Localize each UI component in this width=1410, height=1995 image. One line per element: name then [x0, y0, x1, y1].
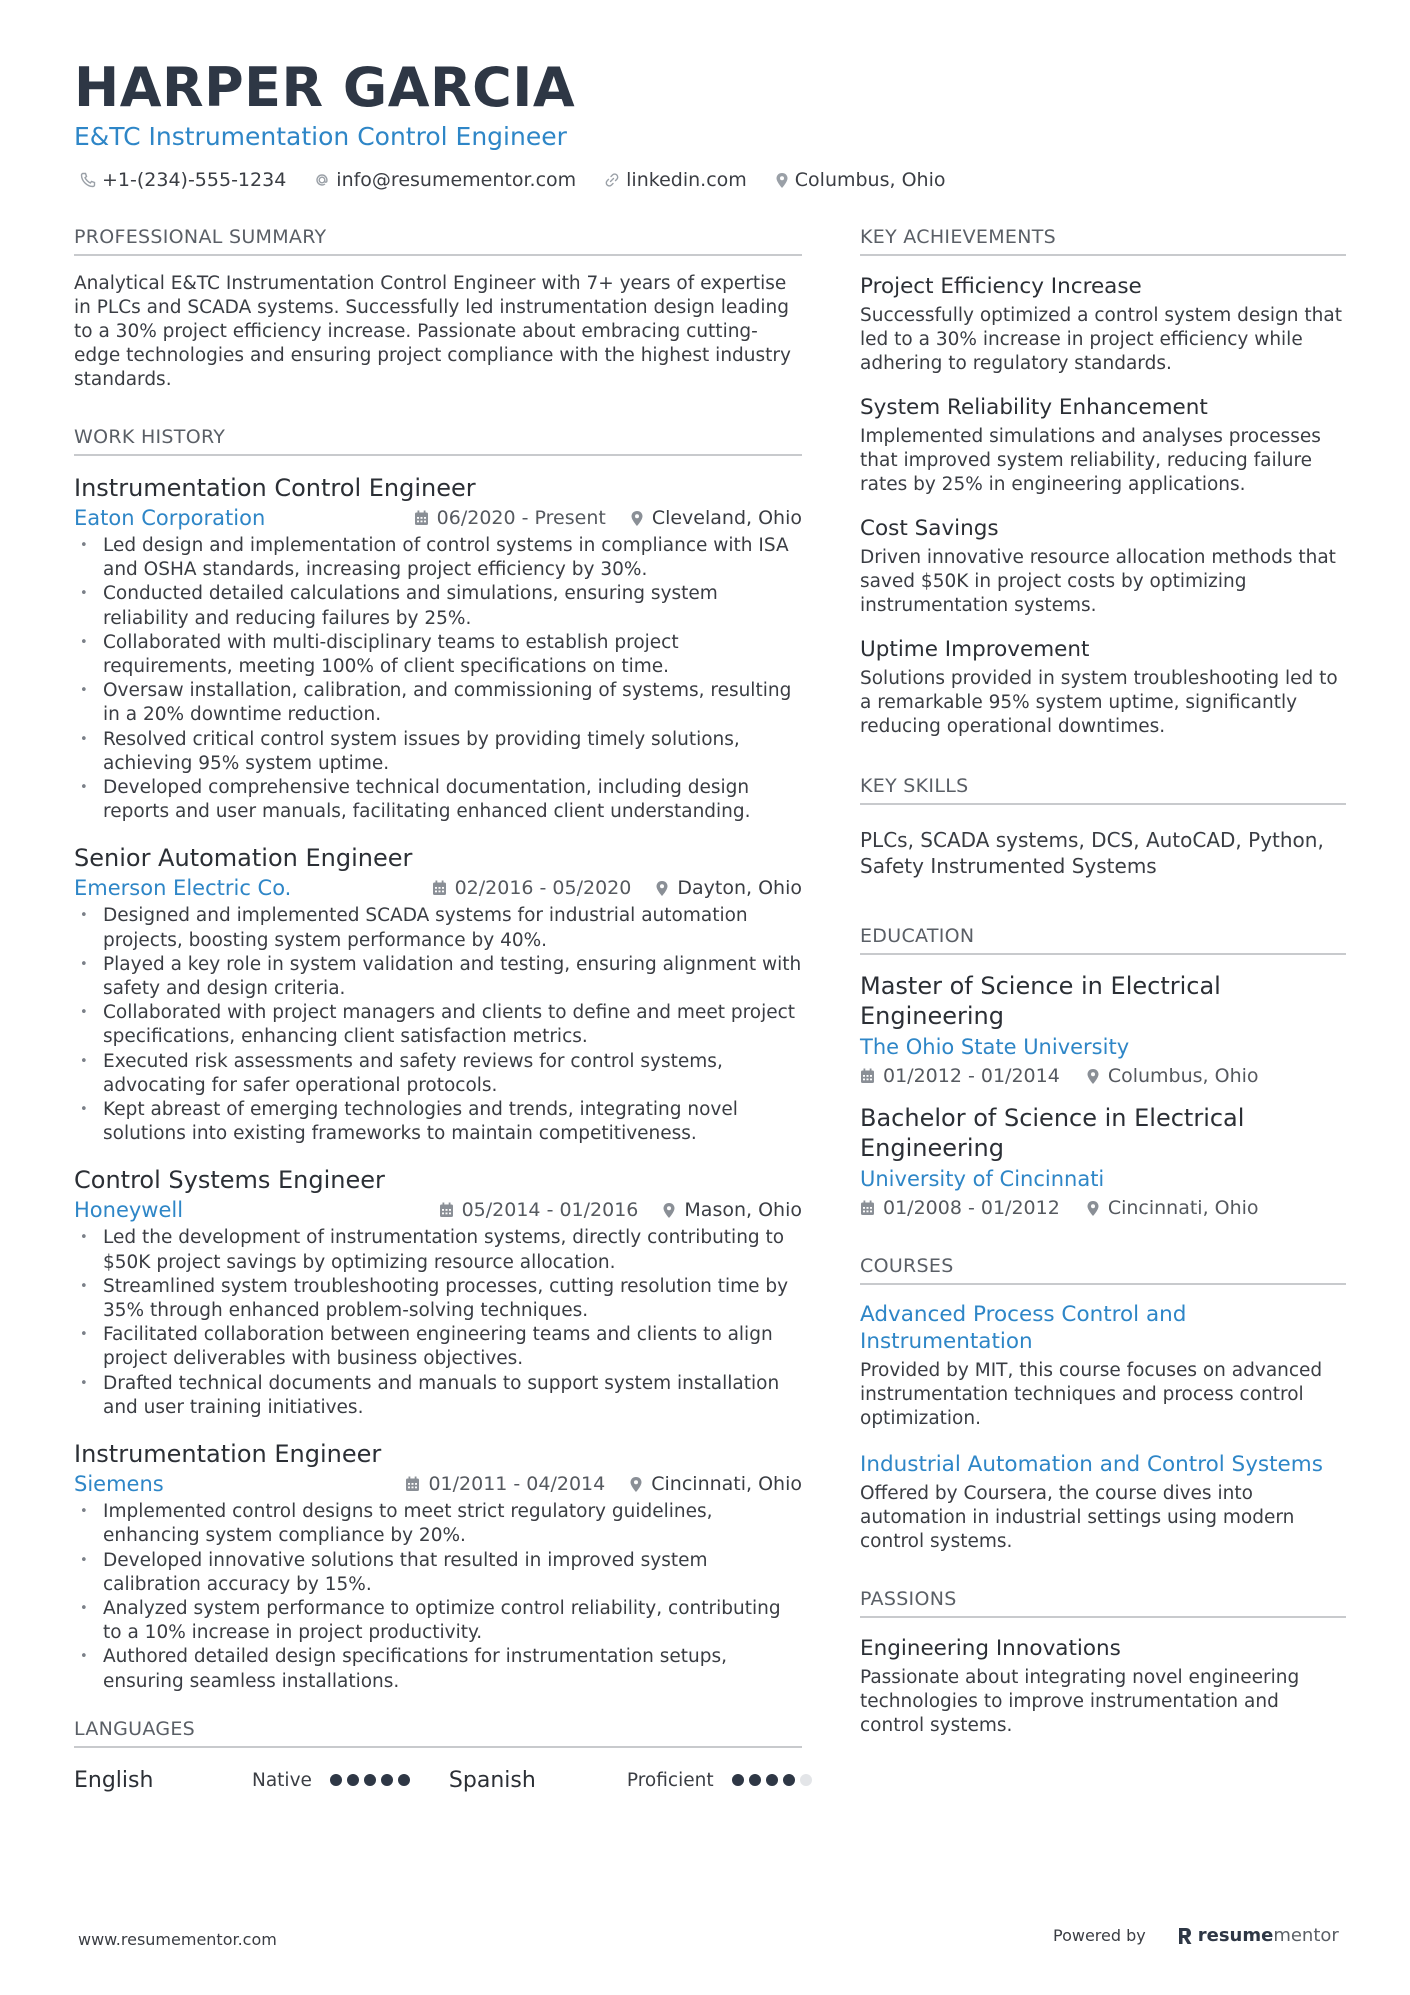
powered-by-label: Powered by: [1053, 1926, 1146, 1945]
education-item: [860, 1103, 1346, 1219]
job-location-text: Dayton, Ohio: [677, 877, 802, 900]
job-location-text: Cincinnati, Ohio: [651, 1473, 802, 1496]
contact-email[interactable]: [314, 169, 576, 191]
achievement-title: Project Efficiency Increase: [860, 274, 1142, 299]
job-entry: [74, 842, 802, 1146]
job-bullet: • Facilitated collaboration between engineering teams and clients to align project deliverables with business objectives.: [74, 1323, 802, 1371]
course-item: [860, 1451, 1346, 1554]
location-pin-icon: [655, 880, 669, 897]
job-entry: [74, 472, 802, 824]
job-bullets: [74, 534, 802, 824]
company-name: Emerson Electric Co.: [74, 876, 292, 901]
job-bullet: • Resolved critical control system issues by providing timely solutions, achieving 95% system uptime.: [74, 728, 802, 776]
rating-dot: [330, 1774, 342, 1786]
job-meta: [74, 1198, 802, 1222]
job-location: [629, 1473, 802, 1495]
job-location: [655, 877, 802, 899]
education-meta: [860, 1065, 1346, 1087]
at-icon: [314, 172, 330, 188]
logo-text-light: mentor: [1273, 1925, 1339, 1946]
achievement-title: System Reliability Enhancement: [860, 395, 1208, 420]
job-dates-text: 02/2016 - 05/2020: [454, 877, 632, 900]
rating-dot: [749, 1774, 761, 1786]
education-location-text: Columbus, Ohio: [1107, 1065, 1259, 1087]
contact-bar: [80, 169, 973, 191]
rating-dot: [347, 1774, 359, 1786]
link-icon: [604, 172, 620, 188]
company-name: Siemens: [74, 1472, 164, 1497]
right-column: [860, 226, 1346, 1755]
education-heading: EDUCATION: [860, 925, 1346, 955]
job-bullets: [74, 904, 802, 1146]
job-bullet: • Led design and implementation of control systems in compliance with ISA and OSHA standards, increasing project efficiency by 30%.: [74, 534, 802, 582]
rating-dot: [381, 1774, 393, 1786]
language-name: English: [74, 1767, 154, 1793]
achievement-title: Cost Savings: [860, 516, 999, 541]
job-bullet: • Drafted technical documents and manuals to support system installation and user training initiatives.: [74, 1372, 802, 1420]
job-bullet: • Analyzed system performance to optimize control reliability, contributing to a 10% increase in project productivity.: [74, 1597, 802, 1645]
job-bullet: • Oversaw installation, calibration, and commissioning of systems, resulting in a 20% downtime reduction.: [74, 679, 802, 727]
summary-heading: PROFESSIONAL SUMMARY: [74, 226, 802, 256]
language-level: Proficient: [626, 1769, 714, 1791]
degree-name: Master of Science in Electrical Engineering: [860, 972, 1221, 1030]
course-desc: Provided by MIT, this course focuses on advanced instrumentation techniques and process control optimization.: [860, 1360, 1323, 1429]
courses-list: [860, 1301, 1346, 1554]
language-item: [74, 1768, 415, 1793]
achievement-desc: Driven innovative resource allocation methods that saved $50K in project costs by optimizing instrumentation systems.: [860, 547, 1336, 616]
job-bullet: • Led the development of instrumentation systems, directly contributing to $50K project savings by optimizing resource allocation.: [74, 1226, 802, 1274]
job-location-text: Cleveland, Ohio: [651, 507, 802, 529]
job-bullet: • Authored detailed design specifications for instrumentation setups, ensuring seamless installations.: [74, 1645, 802, 1693]
linkedin-text: linkedin.com: [626, 169, 747, 191]
language-level: Native: [252, 1769, 312, 1791]
job-bullet: • Designed and implemented SCADA systems for industrial automation projects, boosting system performance by 40%.: [74, 904, 802, 952]
language-rating: [732, 1774, 817, 1786]
achievement-desc: Successfully optimized a control system design that led to a 30% increase in project efficiency while adhering to regulatory standards.: [860, 305, 1342, 374]
school-name: University of Cincinnati: [860, 1167, 1105, 1191]
location-pin-icon: [1086, 1200, 1100, 1217]
job-bullet: • Kept abreast of emerging technologies and trends, integrating novel solutions into existing frameworks to maintain competitiveness.: [74, 1098, 802, 1146]
language-item: [449, 1768, 817, 1793]
job-meta: [74, 1472, 802, 1496]
job-dates-text: 01/2011 - 04/2014: [428, 1473, 606, 1496]
education-location: [1086, 1065, 1259, 1087]
contact-linkedin[interactable]: [604, 169, 747, 191]
passions-list: [860, 1634, 1346, 1738]
logo-text-bold: resume: [1197, 1925, 1274, 1946]
job-entry: [74, 1164, 802, 1420]
contact-location: [775, 169, 946, 191]
job-dates: [414, 507, 606, 529]
job-bullets: [74, 1226, 802, 1420]
job-bullets: [74, 1500, 802, 1694]
passions-heading: PASSIONS: [860, 1588, 1346, 1618]
achievement-title: Uptime Improvement: [860, 637, 1090, 662]
summary-text: Analytical E&TC Instrumentation Control Engineer with 7+ years of expertise in PLCs and SCADA systems. Successfully led instrumentation design leading to a 30% project efficiency increase. Passionate about embracing cutting-edge technologies and ensuring project compliance with the highest industry standards.: [74, 273, 791, 390]
education-item: [860, 971, 1346, 1087]
education-dates: [860, 1197, 1060, 1219]
achievement-desc: Implemented simulations and analyses processes that improved system reliability, reducing failure rates by 25% in engineering applications.: [860, 426, 1321, 495]
passion-item: [860, 1634, 1346, 1738]
location-pin-icon: [629, 1476, 643, 1493]
company-name: Honeywell: [74, 1198, 184, 1223]
course-title: Industrial Automation and Control Systems: [860, 1452, 1323, 1477]
achievement-item: [860, 272, 1346, 376]
job-location: [630, 507, 802, 529]
email-text: info@resumementor.com: [336, 169, 577, 191]
language-name: Spanish: [448, 1767, 536, 1793]
skills-heading: KEY SKILLS: [860, 775, 1346, 805]
degree-name: Bachelor of Science in Electrical Engineering: [860, 1104, 1245, 1162]
job-title: Control Systems Engineer: [74, 1166, 385, 1195]
job-bullet: • Developed innovative solutions that resulted in improved system calibration accuracy by 15%.: [74, 1549, 802, 1597]
job-title: Senior Automation Engineer: [74, 844, 413, 873]
job-dates: [439, 1199, 639, 1221]
education-location: [1086, 1197, 1259, 1219]
language-rating: [330, 1774, 415, 1786]
education-list: [860, 971, 1346, 1219]
rating-dot: [732, 1774, 744, 1786]
education-dates-text: 01/2012 - 01/2014: [883, 1065, 1060, 1087]
job-meta: [74, 876, 802, 900]
job-dates: [405, 1473, 605, 1495]
course-desc: Offered by Coursera, the course dives into automation in industrial settings using modern control systems.: [860, 1483, 1295, 1552]
calendar-icon: [405, 1476, 420, 1492]
skills-text: PLCs, SCADA systems, DCS, AutoCAD, Python, Safety Instrumented Systems: [860, 828, 1324, 878]
job-bullet: • Implemented control designs to meet strict regulatory guidelines, enhancing system compliance by 20%.: [74, 1500, 802, 1548]
resumementor-logo-icon: [1176, 1926, 1194, 1946]
calendar-icon: [439, 1202, 454, 1218]
resumementor-logo[interactable]: [1176, 1925, 1339, 1946]
phone-icon: [80, 172, 96, 188]
job-bullet: • Developed comprehensive technical documentation, including design reports and user manuals, facilitating enhanced client understanding.: [74, 776, 802, 824]
location-text: Columbus, Ohio: [794, 169, 946, 191]
company-name: Eaton Corporation: [74, 506, 266, 530]
languages-list: [74, 1768, 802, 1793]
footer-branding: [1053, 1925, 1339, 1946]
candidate-title: E&TC Instrumentation Control Engineer: [74, 122, 567, 151]
course-item: [860, 1301, 1346, 1431]
job-bullet: • Played a key role in system validation and testing, ensuring alignment with safety and design criteria.: [74, 953, 802, 1001]
job-bullet: • Executed risk assessments and safety reviews for control systems, advocating for safer operational protocols.: [74, 1050, 802, 1098]
footer-website[interactable]: www.resumementor.com: [78, 1930, 277, 1949]
education-dates: [860, 1065, 1060, 1087]
work-history-list: [74, 472, 802, 1694]
achievement-item: [860, 393, 1346, 497]
job-location-text: Mason, Ohio: [684, 1199, 802, 1222]
achievement-item: [860, 514, 1346, 618]
courses-heading: COURSES: [860, 1255, 1346, 1285]
achievements-heading: KEY ACHIEVEMENTS: [860, 226, 1346, 256]
school-name: The Ohio State University: [860, 1035, 1130, 1059]
calendar-icon: [860, 1200, 875, 1216]
achievement-item: [860, 635, 1346, 739]
passion-title: Engineering Innovations: [860, 1636, 1121, 1661]
location-pin-icon: [662, 1202, 676, 1219]
achievement-desc: Solutions provided in system troubleshooting led to a remarkable 95% system uptime, significantly reducing operational downtimes.: [860, 668, 1338, 737]
job-title: Instrumentation Engineer: [74, 1440, 382, 1469]
job-dates-text: 06/2020 - Present: [436, 507, 606, 529]
location-pin-icon: [630, 510, 644, 527]
course-title: Advanced Process Control and Instrumentation: [860, 1302, 1187, 1354]
rating-dot: [398, 1774, 410, 1786]
job-dates-text: 05/2014 - 01/2016: [461, 1199, 639, 1222]
job-bullet: • Collaborated with project managers and clients to define and meet project specifications, enhancing client satisfaction metrics.: [74, 1001, 802, 1049]
job-bullet: • Conducted detailed calculations and simulations, ensuring system reliability and reducing failures by 25%.: [74, 582, 802, 630]
passion-desc: Passionate about integrating novel engineering technologies to improve instrumentation and control systems.: [860, 1667, 1300, 1736]
calendar-icon: [860, 1068, 875, 1084]
left-column: [74, 226, 802, 1793]
rating-dot: [800, 1774, 812, 1786]
candidate-name: HARPER GARCIA: [74, 56, 576, 119]
job-bullet: • Collaborated with multi-disciplinary teams to establish project requirements, meeting 100% of client specifications on time.: [74, 631, 802, 679]
job-title: Instrumentation Control Engineer: [74, 474, 476, 502]
job-meta: [74, 506, 802, 530]
phone-text: +1-(234)-555-1234: [102, 169, 287, 191]
rating-dot: [364, 1774, 376, 1786]
rating-dot: [783, 1774, 795, 1786]
achievements-list: [860, 272, 1346, 739]
location-pin-icon: [1086, 1068, 1100, 1085]
location-pin-icon: [775, 172, 789, 189]
languages-heading: LANGUAGES: [74, 1718, 802, 1748]
job-entry: [74, 1438, 802, 1694]
rating-dot: [766, 1774, 778, 1786]
calendar-icon: [414, 510, 429, 526]
calendar-icon: [432, 880, 447, 896]
education-meta: [860, 1197, 1346, 1219]
job-dates: [432, 877, 632, 899]
job-location: [662, 1199, 802, 1221]
education-dates-text: 01/2008 - 01/2012: [883, 1197, 1060, 1219]
work-history-heading: WORK HISTORY: [74, 426, 802, 456]
education-location-text: Cincinnati, Ohio: [1107, 1197, 1259, 1219]
job-bullet: • Streamlined system troubleshooting processes, cutting resolution time by 35% through enhanced problem-solving techniques.: [74, 1275, 802, 1323]
contact-phone[interactable]: [80, 169, 286, 191]
